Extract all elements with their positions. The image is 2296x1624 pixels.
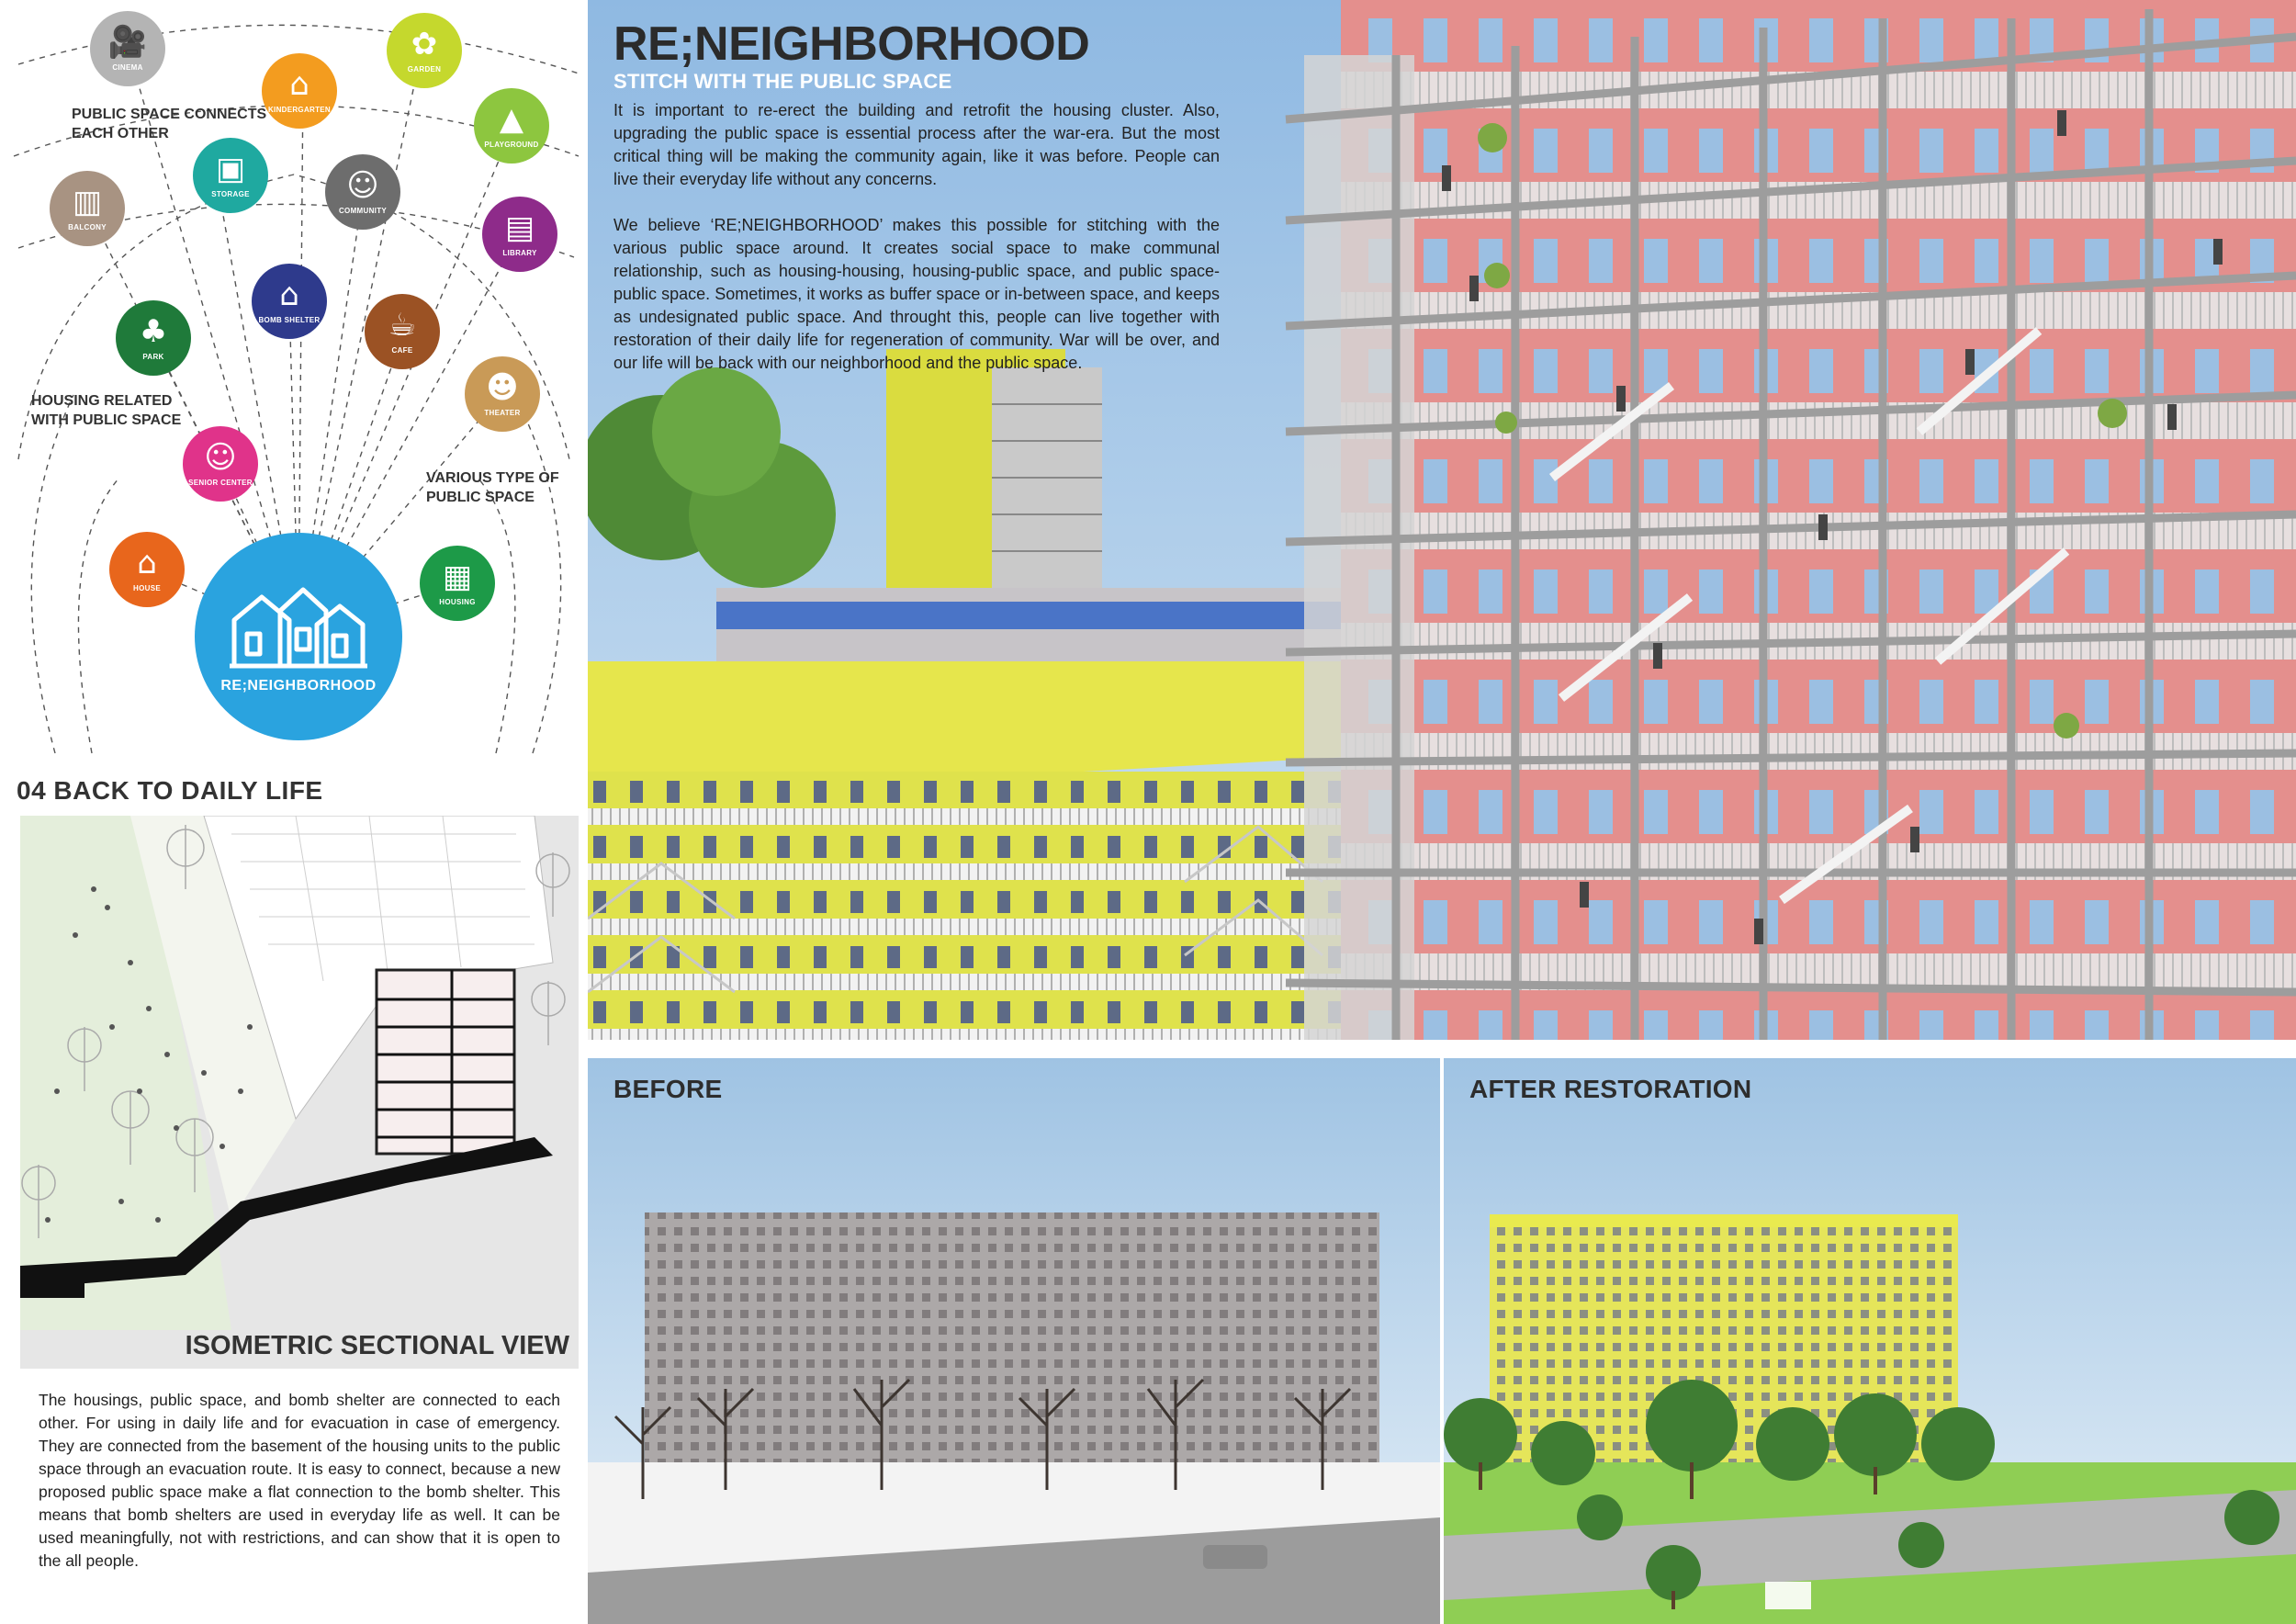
hero-rendering [588, 0, 2296, 1040]
node-garden: ✿ GARDEN [387, 13, 462, 88]
section-title: 04 BACK TO DAILY LIFE [17, 776, 323, 805]
after-label: AFTER RESTORATION [1469, 1075, 1752, 1103]
label-various-public-space: VARIOUS TYPE OF PUBLIC SPACE [426, 470, 559, 505]
node-bomb-shelter: ⌂ BOMB SHELTER [252, 264, 327, 339]
section-description: The housings, public space, and bomb shelter are connected to each other. For using in daily life and for evacuation in case of emergency. They are connected from the basement of the housing units to the public space through an evacuation route. It is easy to connect, because a new proposed public space make a flat connection to the bomb shelter. This means that bomb shelters are used in everyday life as well. It can be used meaningfully, not with restrictions, and can show that it is open to the all people. [39, 1391, 560, 1570]
neighborhood-icon [225, 579, 372, 671]
node-storage: ▣ STORAGE [193, 138, 268, 213]
public-space-diagram [0, 0, 584, 762]
slide-icon: ▲ [499, 100, 524, 138]
masks-icon: ☻ [486, 368, 519, 406]
building-icon: ▥ [72, 183, 103, 220]
node-library: ▤ LIBRARY [482, 197, 557, 272]
camera-icon: 🎥 [107, 23, 148, 61]
isometric-sectional-view [20, 816, 579, 1369]
node-senior-center: ☺ SENIOR CENTER [183, 426, 258, 502]
node-cafe: ☕ CAFE [365, 294, 440, 369]
people-icon: ☺ [346, 166, 379, 204]
apartment-icon: ▦ [442, 558, 473, 595]
books-icon: ▤ [504, 209, 535, 246]
node-playground: ▲ PLAYGROUND [474, 88, 549, 164]
coffee-icon: ☕ [388, 306, 417, 344]
hero-paragraph: We believe ‘RE;NEIGHBORHOOD’ makes this possible for stitching with the various public space around. It creates social space to make communal relationship, such as housing-housing, housing-public space, and public space-public space. Sometimes, it works as buffer space or in-between space, and keeps as undesignated public space. And throught this, people can live together with restoration of their daily life for regeneration of community. War will be over, and our life will be back with our neighborhood and the public space. [613, 216, 1220, 372]
before-label: BEFORE [613, 1075, 723, 1103]
house-icon: ⌂ [137, 544, 157, 581]
node-kindergarten: ⌂ KINDERGARTEN [262, 53, 337, 129]
isometric-caption: ISOMETRIC SECTIONAL VIEW [185, 1331, 569, 1360]
shelter-icon: ⌂ [279, 276, 299, 313]
label-housing-related: HOUSING RELATED WITH PUBLIC SPACE [31, 393, 182, 428]
center-node-reneighborhood [195, 533, 402, 740]
label-public-space-connects: PUBLIC SPACE CONNECTS EACH OTHER [72, 107, 267, 141]
elderly-icon: ☺ [204, 438, 237, 476]
before-illustration [588, 1058, 1440, 1624]
node-balcony: ▥ BALCONY [50, 171, 125, 246]
after-illustration [1444, 1058, 2296, 1624]
hero-description [613, 99, 1220, 398]
node-housing: ▦ HOUSING [420, 546, 495, 621]
center-node-label: RE;NEIGHBORHOOD [220, 678, 377, 694]
node-house: ⌂ HOUSE [109, 532, 185, 607]
node-park: ♣ PARK [116, 300, 191, 376]
hero-title: RE;NEIGHBORHOOD [613, 17, 1090, 71]
node-theater: ☻ THEATER [465, 356, 540, 432]
before-panel [588, 1058, 1440, 1624]
plant-icon: ✿ [411, 25, 438, 62]
box-icon: ▣ [215, 150, 246, 187]
playhouse-icon: ⌂ [289, 65, 310, 103]
isometric-drawing [20, 816, 579, 1369]
hero-paragraph: It is important to re-erect the building and retrofit the housing cluster. Also, upgrading the public space is essential process after the war-era. But the most critical thing will be making the community again, like it was before. People can live their everyday life without any concerns. [613, 101, 1220, 188]
hero-subtitle: STITCH WITH THE PUBLIC SPACE [613, 70, 952, 93]
node-community: ☺ COMMUNITY [325, 154, 400, 230]
node-cinema: 🎥 CINEMA [90, 11, 165, 86]
tree-icon: ♣ [139, 312, 168, 350]
after-panel [1444, 1058, 2296, 1624]
